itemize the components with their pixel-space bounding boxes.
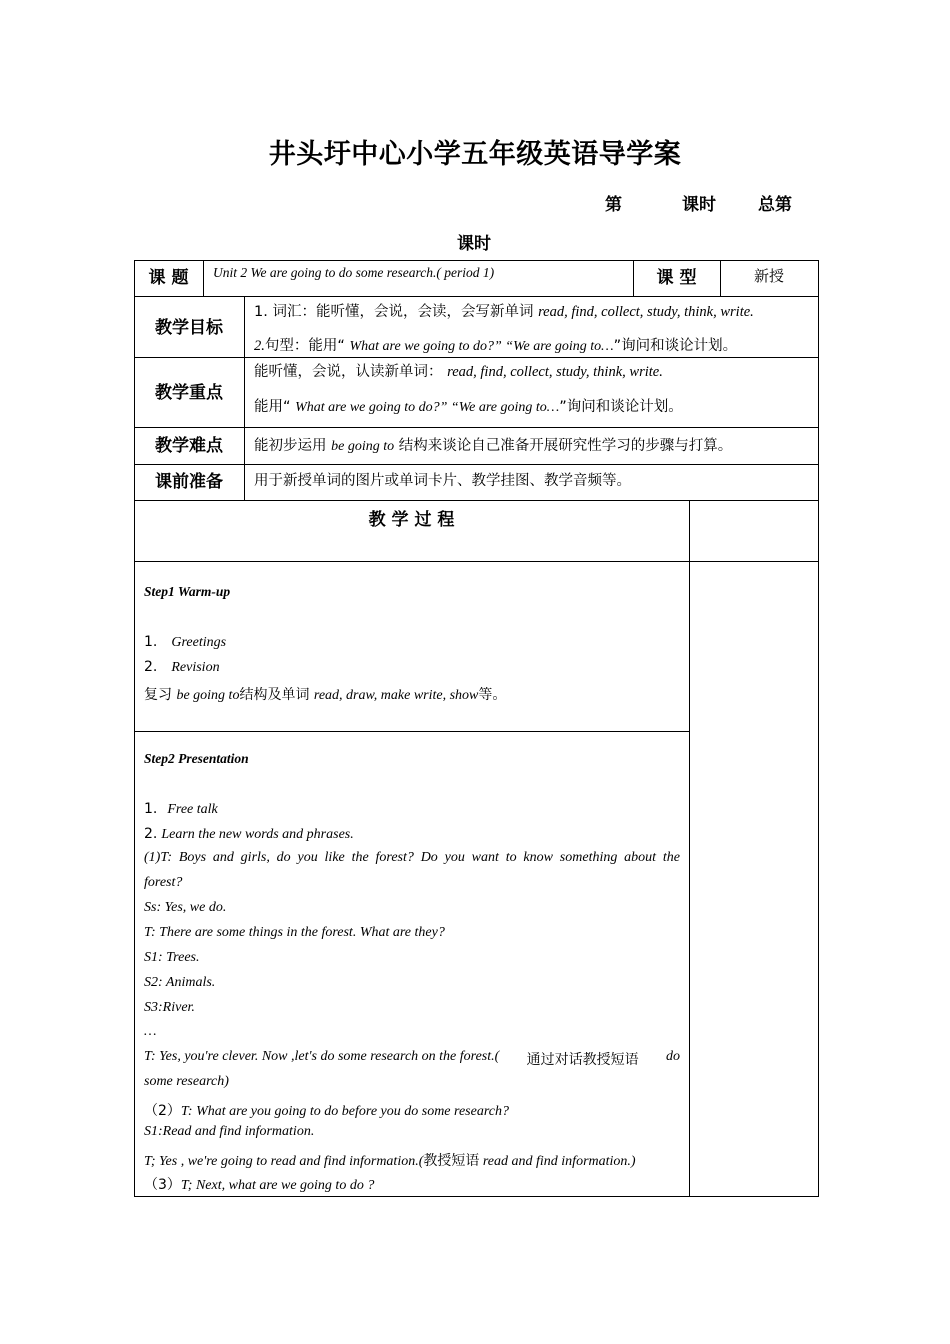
step1-heading: Step1 Warm-up	[144, 584, 231, 599]
topic-value: Unit 2 We are going to do some research.( period 1)	[213, 265, 495, 280]
step2-line-4: forest?	[144, 875, 183, 890]
step2-line-10: …	[144, 1024, 157, 1039]
step2-line-8: S2: Animals.	[144, 975, 216, 990]
step2-line-13: （2）T: What are you going to do before you do some research?	[144, 1103, 509, 1119]
document-title: 井头圩中心小学五年级英语导学案	[268, 139, 682, 170]
prep-label: 课前准备	[155, 472, 223, 492]
difficulty-label: 教学难点	[155, 436, 223, 456]
step2-line-14: S1:Read and find information.	[144, 1124, 315, 1139]
difficulty-zh: 能初步运用	[254, 438, 332, 454]
goal-1-zh: 1. 词汇：能听懂，会说，会读，会写新单词	[254, 304, 539, 320]
key-line-2	[254, 395, 683, 416]
key-line-1	[254, 360, 663, 381]
step1-review: 复习 be going to结构及单词 read, draw, make write, show等。	[144, 687, 507, 703]
step2-line-3: (1)T: Boys and girls, do you like the forest? Do you want to know something about the	[144, 850, 680, 865]
difficulty-value	[254, 434, 732, 455]
topic-label: 课 题	[148, 268, 189, 288]
step2-heading: Step2 Presentation	[144, 751, 249, 766]
key-1-zh: 能听懂，会说，认读新单词：	[254, 364, 448, 380]
difficulty-structure: be going to	[331, 439, 395, 454]
goal-2-zh: 句型：能用“	[264, 338, 350, 354]
goal-line-1	[254, 300, 754, 321]
step2-line-12: some research)	[144, 1074, 229, 1089]
step2-line-6: T: There are some things in the forest. What are they?	[144, 925, 445, 940]
key-1-words: read, find, collect, study, think, write.	[447, 364, 663, 380]
key-2-tail: ”询问和谈论计划。	[559, 399, 683, 415]
type-value: 新授	[753, 267, 784, 285]
key-2-sentences: What are we going to do?” “We are going to…	[295, 400, 560, 415]
step2-line-2: 2. Learn the new words and phrases.	[144, 826, 354, 842]
goal-2-sentences: What are we going to do?” “We are going to…	[349, 339, 614, 354]
lesson-zongdi: 总第	[758, 195, 792, 215]
type-label: 课 型	[656, 268, 697, 288]
goal-label: 教学目标	[155, 318, 223, 338]
difficulty-tail: 结构来谈论自己准备开展研究性学习的步骤与打算。	[394, 438, 733, 454]
prep-value: 用于新授单词的图片或单词卡片、教学挂图、教学音频等。	[254, 473, 631, 489]
key-label: 教学重点	[155, 383, 223, 403]
goal-2-tail: ”询问和谈论计划。	[613, 338, 738, 354]
step2-line-16: （3）T; Next, what are we going to do ?	[144, 1177, 375, 1193]
step2-line-11: T: Yes, you're clever. Now ,let's do some research on the forest.( 通过对话教授短语 do	[144, 1049, 680, 1068]
step2-line-9: S3:River.	[144, 1000, 195, 1015]
step2-line-7: S1: Trees.	[144, 950, 200, 965]
step2-line-1: 1. Free talk	[144, 801, 218, 817]
process-header: 教 学 过 程	[368, 510, 455, 530]
lesson-keshi-total: 课时	[457, 234, 491, 254]
lesson-keshi: 课时	[682, 195, 716, 215]
lesson-di: 第	[605, 195, 622, 215]
step2-line-15: T; Yes , we're going to read and find information.(教授短语 read and find information.)	[144, 1153, 636, 1169]
step1-item-1: 1. Greetings	[144, 634, 227, 650]
goal-1-words: read, find, collect, study, think, write.	[538, 304, 754, 320]
step2-line-5: Ss: Yes, we do.	[144, 900, 227, 915]
step1-item-2: 2. Revision	[144, 659, 220, 675]
key-2-zh: 能用“	[254, 399, 296, 415]
goal-2-num: 2.	[254, 338, 265, 354]
goal-line-2	[254, 334, 737, 355]
